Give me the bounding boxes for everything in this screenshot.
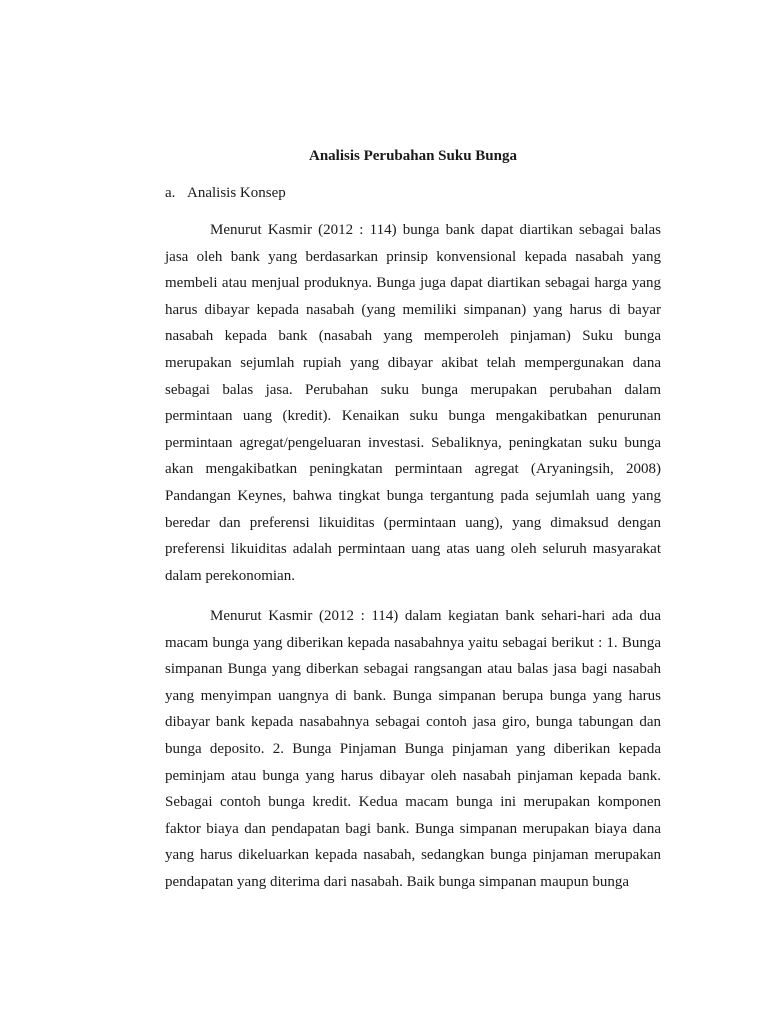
body-paragraph-1: Menurut Kasmir (2012 : 114) bunga bank dapat diartikan sebagai balas jasa oleh bank yang berdasarkan prinsip konvensional kepada nasabah yang membeli atau menjual produknya. Bunga juga dapat diartikan sebagai harga yang harus dibayar kepada nasabah (yang memiliki simpanan) yang harus di bayar nasabah kepada bank (nasabah yang memperoleh pinjaman) Suku bunga merupakan sejumlah rupiah yang dibayar akibat telah mempergunakan dana sebagai balas jasa. Perubahan suku bunga merupakan perubahan dalam permintaan uang (kredit). Kenaikan suku bunga mengakibatkan penurunan permintaan agregat/pengeluaran investasi. Sebaliknya, peningkatan suku bunga akan mengakibatkan peningkatan permintaan agregat (Aryaningsih, 2008) Pandangan Keynes, bahwa tingkat bunga tergantung pada sejumlah uang yang beredar dan preferensi likuiditas (permintaan uang), yang dimaksud dengan preferensi likuiditas adalah permintaan uang atas uang oleh seluruh masyarakat dalam perekonomian. xyxy=(165,222,661,584)
document-title: Analisis Perubahan Suku Bunga xyxy=(308,148,517,164)
section-marker: a. xyxy=(165,185,176,201)
section-heading-text: Analisis Konsep xyxy=(187,185,286,201)
section-heading xyxy=(165,183,661,203)
body-paragraph-2: Menurut Kasmir (2012 : 114) dalam kegiatan bank sehari-hari ada dua macam bunga yang diberikan kepada nasabahnya yaitu sebagai berikut : 1. Bunga simpanan Bunga yang diberkan sebagai rangsangan atau balas jasa bagi nasabah yang menyimpan uangnya di bank. Bunga simpanan berupa bunga yang harus dibayar bank kepada nasabahnya sebagai contoh jasa giro, bunga tabungan dan bunga deposito. 2. Bunga Pinjaman Bunga pinjaman yang diberikan kepada peminjam atau bunga yang harus dibayar oleh nasabah pinjaman kepada bank. Sebagai contoh bunga kredit. Kedua macam bunga ini merupakan komponen faktor biaya dan pendapatan bagi bank. Bunga simpanan merupakan biaya dana yang harus dikeluarkan kepada nasabah, sedangkan bunga pinjaman merupakan pendapatan yang diterima dari nasabah. Baik bunga simpanan maupun bunga xyxy=(165,608,661,890)
